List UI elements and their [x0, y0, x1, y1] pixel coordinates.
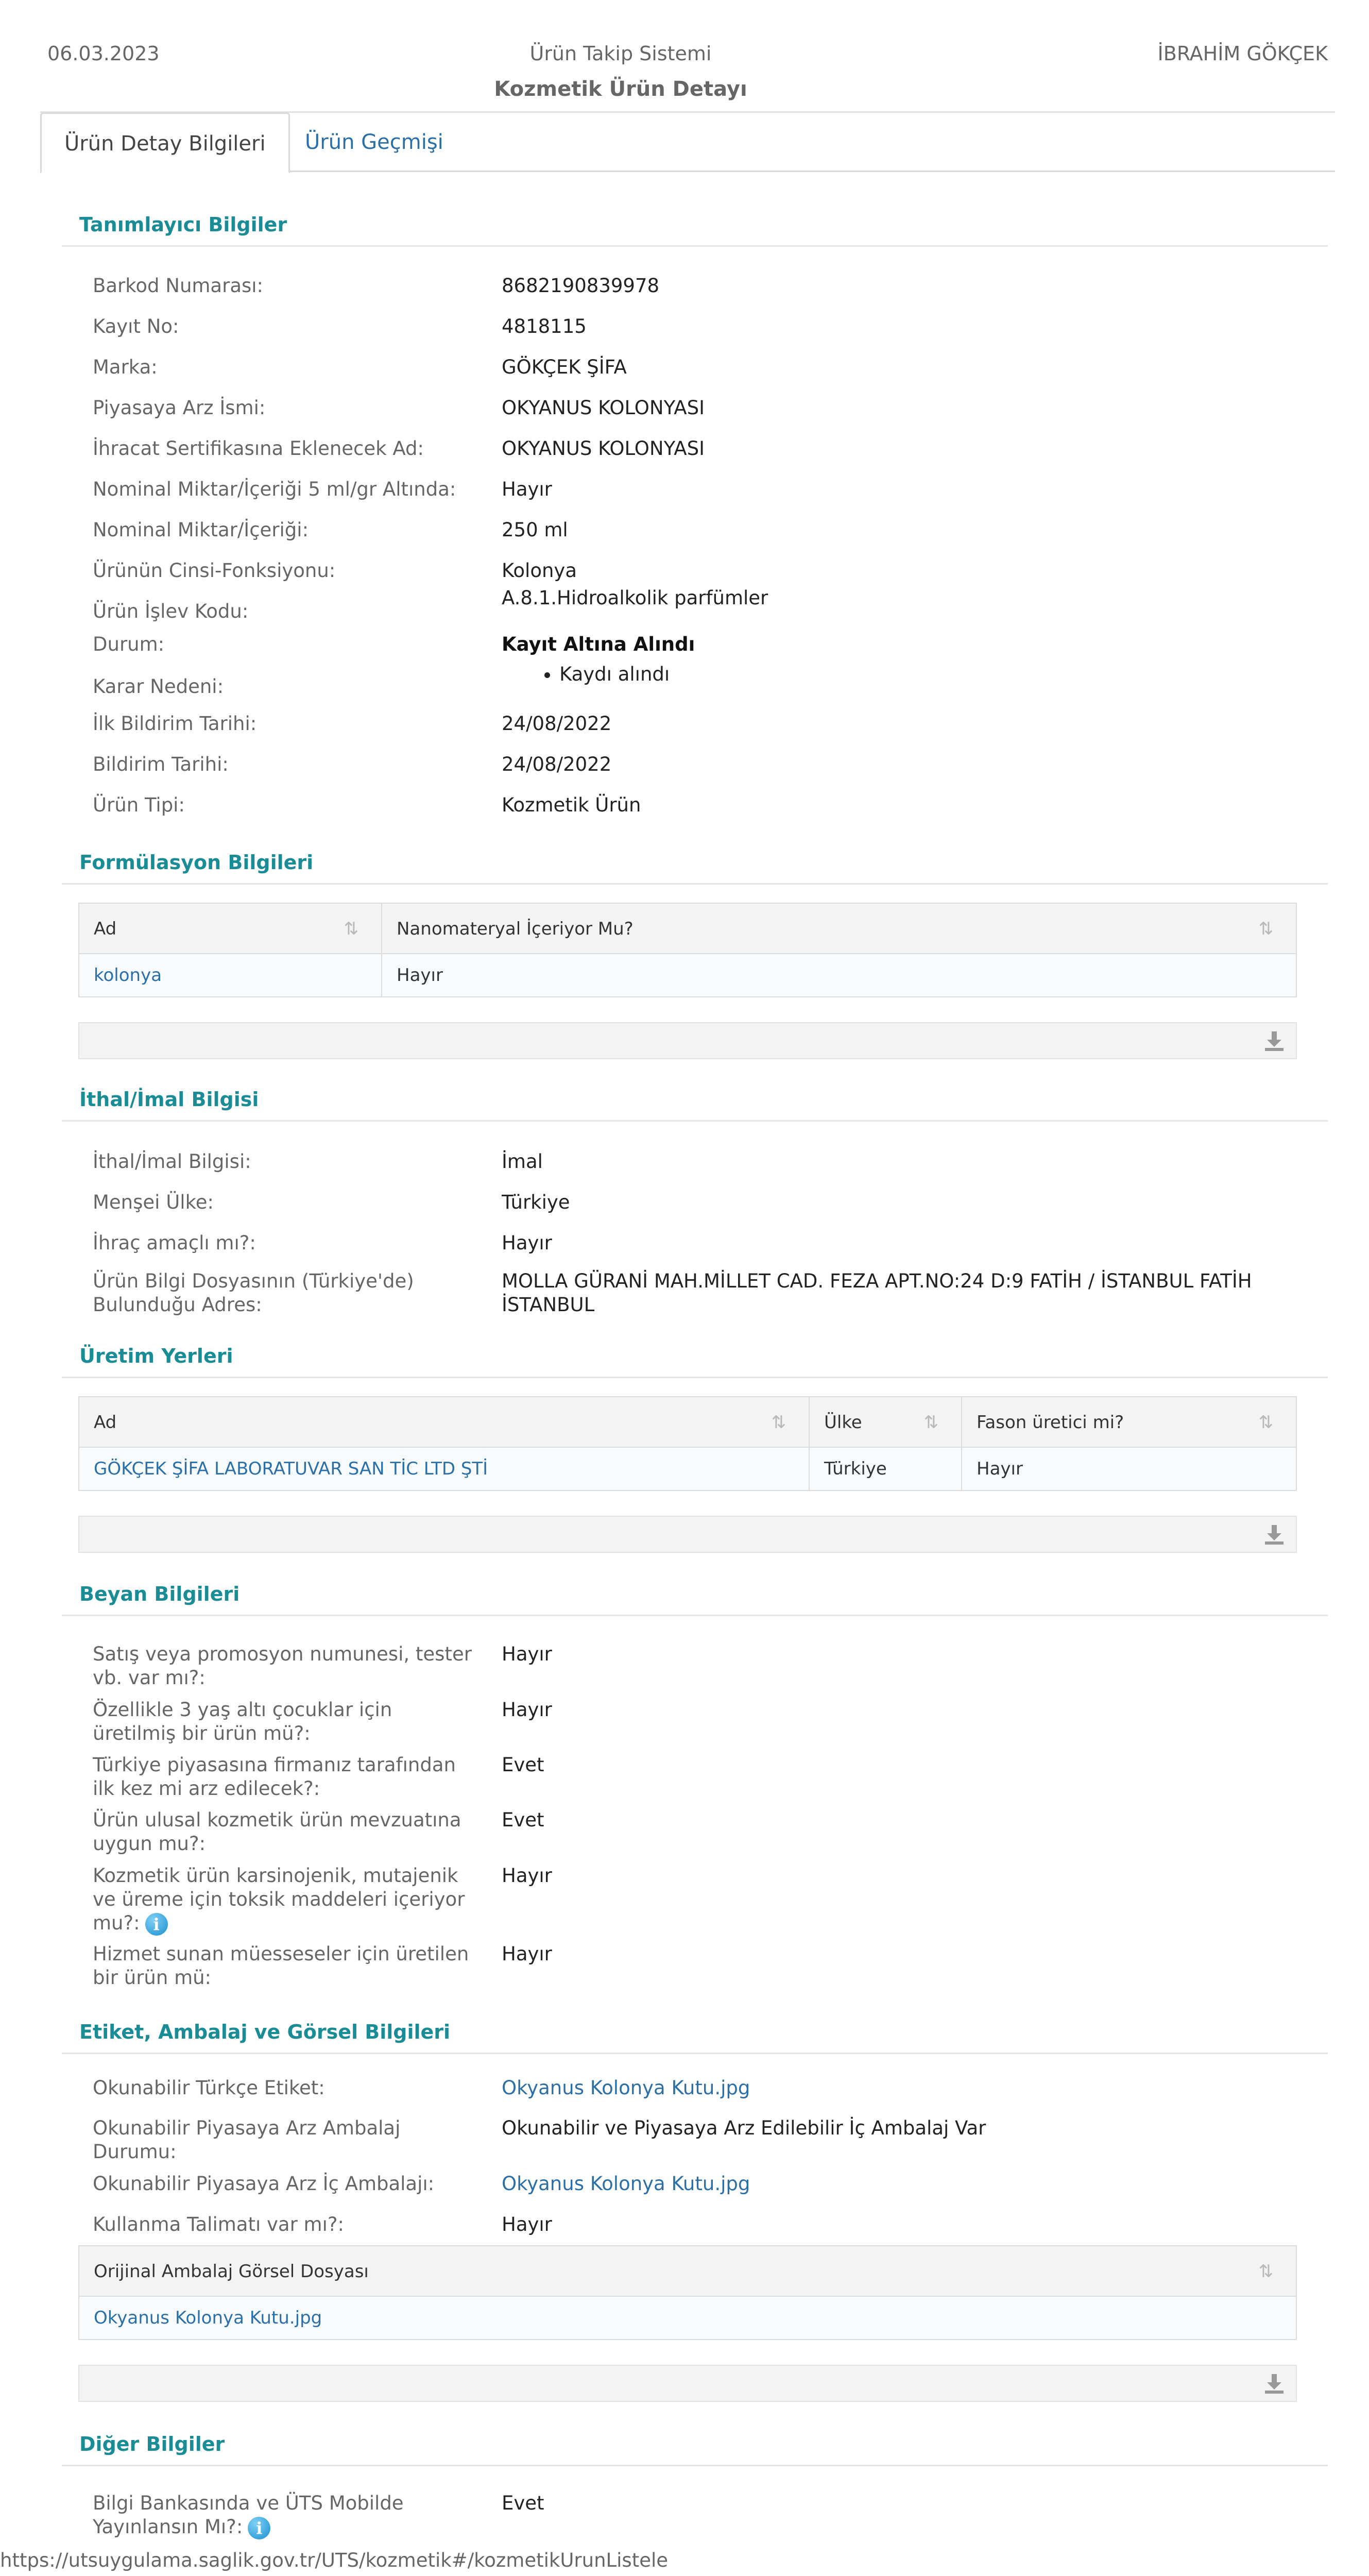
professional-use-value: Hayır — [502, 1943, 552, 1965]
column-header-name[interactable] — [79, 1397, 810, 1447]
section-title-formulation: Formülasyon Bilgileri — [79, 851, 314, 874]
formulation-name-link[interactable]: kolonya — [79, 954, 382, 996]
packaging-status-value: Okunabilir ve Piyasaya Arz Edilebilir İç Ambalaj Var — [502, 2117, 986, 2139]
cmr-substances-value: Hayır — [502, 1865, 552, 1887]
field-label: Barkod Numarası: — [93, 275, 264, 297]
info-icon[interactable]: i — [145, 1913, 168, 1936]
tab-product-history[interactable]: Ürün Geçmişi — [305, 130, 443, 154]
field-label: Durum: — [93, 633, 165, 655]
product-kind-value: Kozmetik Ürün — [502, 794, 641, 816]
table-row[interactable] — [79, 954, 1296, 996]
field-label: Ürün İşlev Kodu: — [93, 600, 249, 622]
grid-footer — [78, 2365, 1297, 2402]
turkish-label-file-link[interactable]: Okyanus Kolonya Kutu.jpg — [502, 2077, 750, 2099]
sort-icon[interactable]: ⇅ — [1258, 919, 1273, 939]
field-label-text: Kozmetik ürün karsinojenik, mutajenik ve üreme için toksik maddeleri içeriyor mu?: — [93, 1865, 465, 1934]
production-grid — [78, 1396, 1297, 1491]
sort-icon[interactable]: ⇅ — [1258, 1412, 1273, 1433]
import-manufacture-value: İmal — [502, 1150, 543, 1173]
column-header-packaging-file[interactable] — [79, 2246, 1296, 2296]
field-label: Kullanma Talimatı var mı?: — [93, 2213, 344, 2235]
section-title-label-packaging: Etiket, Ambalaj ve Görsel Bilgileri — [79, 2021, 451, 2043]
original-packaging-grid — [78, 2245, 1297, 2340]
section-divider — [62, 2053, 1328, 2054]
grid-footer — [78, 1516, 1297, 1553]
info-file-address-value: MOLLA GÜRANİ MAH.MİLLET CAD. FEZA APT.NO:24 D:9 FATİH / İSTANBUL FATİH İSTANBUL — [502, 1270, 1252, 1316]
section-title-import: İthal/İmal Bilgisi — [79, 1088, 259, 1111]
section-divider — [62, 245, 1328, 247]
column-label: Nanomateryal İçeriyor Mu? — [397, 919, 634, 939]
sort-icon[interactable]: ⇅ — [771, 1412, 786, 1433]
grid-header — [79, 2246, 1296, 2297]
field-label: Özellikle 3 yaş altı çocuklar için üretilmiş bir ürün mü?: — [93, 1699, 392, 1744]
field-label: Piyasaya Arz İsmi: — [93, 397, 266, 419]
field-label: İhraç amaçlı mı?: — [93, 1232, 256, 1254]
field-label: Ürün ulusal kozmetik ürün mevzuatına uygun mu?: — [93, 1809, 461, 1855]
first-notification-date-value: 24/08/2022 — [502, 713, 612, 735]
nominal-under-5-value: Hayır — [502, 478, 552, 500]
download-icon[interactable] — [1264, 1030, 1285, 1052]
field-label: Menşei Ülke: — [93, 1191, 214, 1213]
field-label: Ürün Bilgi Dosyasının (Türkiye'de) Bulunduğu Adres: — [93, 1270, 414, 1316]
sample-tester-value: Hayır — [502, 1643, 552, 1665]
user-name: İBRAHİM GÖKÇEK — [1157, 42, 1328, 65]
inner-packaging-file-link[interactable]: Okyanus Kolonya Kutu.jpg — [502, 2173, 750, 2195]
table-row[interactable] — [79, 1448, 1296, 1490]
list-item: • Kaydı alındı — [559, 663, 1305, 686]
field-label: Kayıt No: — [93, 315, 179, 337]
contract-manufacturer-cell: Hayır — [977, 1459, 1023, 1479]
field-label: Bildirim Tarihi: — [93, 753, 229, 775]
grid-header — [79, 904, 1296, 954]
download-icon[interactable] — [1264, 2373, 1285, 2395]
nominal-amount-value: 250 ml — [502, 519, 568, 541]
column-header-country[interactable] — [810, 1397, 962, 1447]
field-label — [93, 1864, 474, 1936]
section-title-declaration: Beyan Bilgileri — [79, 1583, 240, 1605]
section-divider — [62, 883, 1328, 885]
field-label: İlk Bildirim Tarihi: — [93, 713, 257, 735]
first-supply-value: Evet — [502, 1754, 544, 1776]
field-label: Nominal Miktar/İçeriği: — [93, 519, 309, 541]
section-divider — [62, 1615, 1328, 1616]
table-row[interactable] — [79, 2297, 1296, 2339]
page-title: Kozmetik Ürün Detayı — [494, 77, 747, 101]
section-title-production: Üretim Yerleri — [79, 1345, 233, 1367]
sort-icon[interactable]: ⇅ — [923, 1412, 938, 1433]
market-name-value: OKYANUS KOLONYASI — [502, 397, 705, 419]
column-label: Ad — [94, 1412, 117, 1433]
instructions-value: Hayır — [502, 2213, 552, 2235]
print-date: 06.03.2023 — [47, 42, 160, 65]
notification-date-value: 24/08/2022 — [502, 753, 612, 775]
field-label: Satış veya promosyon numunesi, tester vb. var mı?: — [93, 1643, 472, 1689]
column-header-name[interactable] — [79, 904, 382, 953]
field-label: İhracat Sertifikasına Eklenecek Ad: — [93, 437, 424, 460]
section-title-other: Diğer Bilgiler — [79, 2433, 225, 2455]
children-product-value: Hayır — [502, 1699, 552, 1721]
export-name-value: OKYANUS KOLONYASI — [502, 437, 705, 460]
section-divider — [62, 2465, 1328, 2466]
section-title-identifier: Tanımlayıcı Bilgiler — [79, 213, 287, 236]
grid-header — [79, 1397, 1296, 1448]
field-label — [93, 2492, 474, 2539]
status-value: Kayıt Altına Alındı — [502, 633, 695, 655]
regulation-compliance-value: Evet — [502, 1809, 544, 1831]
function-code-value: A.8.1.Hidroalkolik parfümler — [502, 587, 768, 609]
column-label: Fason üretici mi? — [977, 1412, 1124, 1433]
column-label: Ülke — [824, 1412, 862, 1433]
column-label: Ad — [94, 919, 117, 939]
production-site-link[interactable]: GÖKÇEK ŞİFA LABORATUVAR SAN TİC LTD ŞTİ — [79, 1448, 810, 1490]
page-url: https://utsuygulama.saglik.gov.tr/UTS/kozmetik#/kozmetikUrunListele — [0, 2549, 669, 2571]
nanomaterial-cell: Hayır — [397, 965, 443, 986]
sort-icon[interactable]: ⇅ — [344, 919, 358, 939]
sort-icon[interactable]: ⇅ — [1258, 2261, 1273, 2282]
product-type-function-value: Kolonya — [502, 560, 577, 582]
publish-value: Evet — [502, 2492, 544, 2514]
decision-reason-value — [502, 663, 1305, 686]
brand-value: GÖKÇEK ŞİFA — [502, 356, 627, 378]
field-label: Okunabilir Piyasaya Arz Ambalaj Durumu: — [93, 2117, 401, 2163]
field-label: Türkiye piyasasına firmanız tarafından ilk kez mi arz edilecek?: — [93, 1754, 456, 1800]
grid-footer — [78, 1022, 1297, 1059]
field-label: Karar Nedeni: — [93, 675, 224, 698]
column-header-nanomaterial[interactable] — [382, 904, 1296, 953]
field-label: Okunabilir Türkçe Etiket: — [93, 2077, 325, 2099]
system-name: Ürün Takip Sistemi — [529, 42, 712, 65]
export-purpose-value: Hayır — [502, 1232, 552, 1254]
field-label: Ürünün Cinsi-Fonksiyonu: — [93, 560, 336, 582]
section-divider — [62, 1120, 1328, 1122]
registration-no-value: 4818115 — [502, 315, 587, 337]
tab-bar — [40, 112, 1335, 172]
field-label: Nominal Miktar/İçeriği 5 ml/gr Altında: — [93, 478, 456, 500]
field-label: Marka: — [93, 356, 158, 378]
column-header-contract-manufacturer[interactable] — [962, 1397, 1296, 1447]
info-icon[interactable]: i — [248, 2517, 270, 2539]
column-label: Orijinal Ambalaj Görsel Dosyası — [94, 2261, 369, 2282]
packaging-file-link[interactable]: Okyanus Kolonya Kutu.jpg — [94, 2308, 322, 2328]
field-label: Ürün Tipi: — [93, 794, 185, 816]
field-label: İthal/İmal Bilgisi: — [93, 1150, 251, 1173]
tab-product-details[interactable]: Ürün Detay Bilgileri — [40, 112, 290, 174]
section-divider — [62, 1377, 1328, 1378]
field-label: Hizmet sunan müesseseler için üretilen bir ürün mü: — [93, 1943, 469, 1989]
field-label-text: Bilgi Bankasında ve ÜTS Mobilde Yayınlansın Mı?: — [93, 2492, 404, 2538]
top-bar — [0, 0, 1369, 111]
origin-country-value: Türkiye — [502, 1191, 570, 1213]
field-label: Okunabilir Piyasaya Arz İç Ambalajı: — [93, 2173, 435, 2195]
formulation-grid — [78, 903, 1297, 997]
barcode-value: 8682190839978 — [502, 275, 660, 297]
country-cell: Türkiye — [810, 1448, 962, 1490]
download-icon[interactable] — [1264, 1524, 1285, 1546]
